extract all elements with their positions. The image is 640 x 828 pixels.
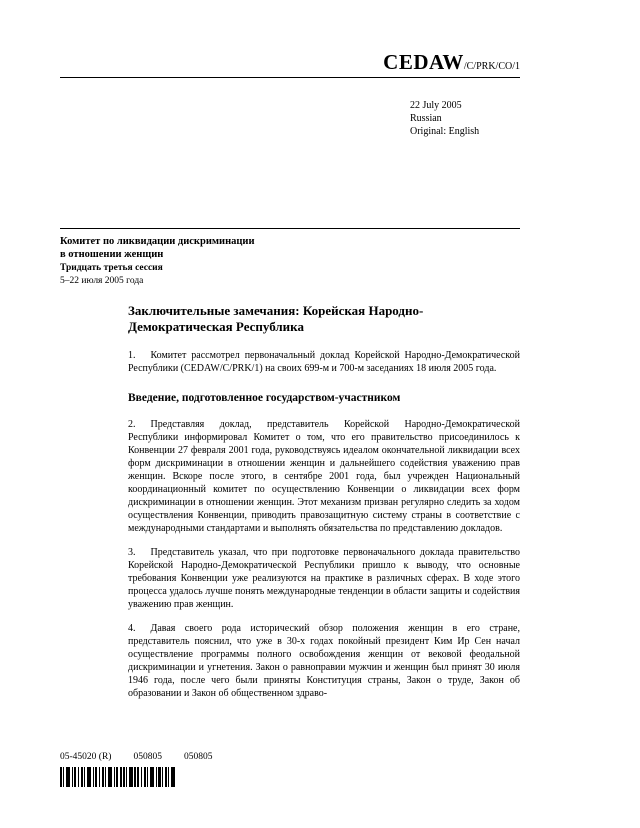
committee-name-line1: Комитет по ликвидации дискриминации — [60, 236, 255, 247]
paragraph-1-text: Комитет рассмотрел первоначальный доклад Корейской Народно-Демократической Республики (CEDAW/C/PRK/1) на своих 699-м и 700-м заседаниях 18 июля 2005 года. — [128, 350, 520, 374]
document-meta-block — [410, 99, 479, 138]
document-id: 05-45020 (R) — [60, 752, 112, 762]
paragraph-3-text: Представитель указал, что при подготовке первоначального доклада правительство Корейской Народно-Демократической Республики пришло к выводу, что основные требования Конвенции уже реализуются на практике в различных сферах. В ходе этого процесса удалось лучше понять международные тенденции в области защиты и содействия уважению прав женщин. — [128, 547, 520, 610]
paragraph-2 — [128, 418, 520, 535]
barcode — [60, 767, 176, 787]
header-rule — [60, 77, 520, 78]
paragraph-4-text: Давая своего рода исторический обзор положения женщин в его стране, представитель пояснил, что уже в 30-х годах покойный президент Ким Ир Сен начал осуществление программы полного освобождения женщин от вековой феодальной дискриминации и угнетения. Закон о равноправии мужчин и женщин был принят 30 июля 1946 года, после чего были приняты Конституция страны, Закон о труде, Закон об образовании и Закон об общественном здраво- — [128, 623, 520, 699]
footer-id-line — [60, 752, 212, 762]
doc-date: 22 July 2005 — [410, 100, 462, 111]
footer-date-1: 050805 — [133, 752, 162, 762]
paragraph-4 — [128, 622, 520, 700]
paragraph-2-text: Представляя доклад, представитель Корейской Народно-Демократической Республики информировал Комитет о том, что его правительство присоединилось к Конвенции 27 февраля 2001 года, руководствуясь идеалом окончательной ликвидации всех форм дискриминации в отношении женщин и дальнейшего содействия уважению прав женщин. Вскоре после этого, в сентябре 2001 года, был учрежден Национальный координационный комитет по осуществлению Конвенции о ликвидации всех форм дискриминации в отношении женщин. Этот механизм призван регулярно следить за ходом осуществления Конвенции, приводить правозащитную систему страны в соответствие с международными стандартами и выполнять обязательства по представлению докладов. — [128, 419, 520, 534]
paragraph-1 — [128, 349, 520, 375]
session-dates: 5–22 июля 2005 года — [60, 276, 144, 286]
committee-block — [60, 235, 255, 288]
doc-language: Russian — [410, 113, 442, 124]
symbol-main: CEDAW — [383, 50, 464, 74]
symbol-suffix: /C/PRK/CO/1 — [463, 61, 520, 72]
document-symbol — [60, 50, 520, 75]
doc-original-language: Original: English — [410, 126, 480, 137]
committee-rule — [60, 228, 520, 229]
committee-name-line2: в отношении женщин — [60, 249, 164, 260]
paragraph-3 — [128, 546, 520, 611]
section-heading: Введение, подготовленное государством-участником — [128, 392, 401, 404]
footer-date-2: 050805 — [183, 752, 213, 762]
paragraph-1-number: 1. — [128, 350, 136, 361]
paragraph-3-number: 3. — [128, 547, 136, 558]
paragraph-2-number: 2. — [128, 419, 136, 430]
session-title: Тридцать третья сессия — [60, 263, 163, 273]
document-body — [128, 303, 520, 711]
paragraph-4-number: 4. — [128, 623, 136, 634]
document-title: Заключительные замечания: Корейская Народно-Демократическая Республика — [128, 303, 424, 334]
